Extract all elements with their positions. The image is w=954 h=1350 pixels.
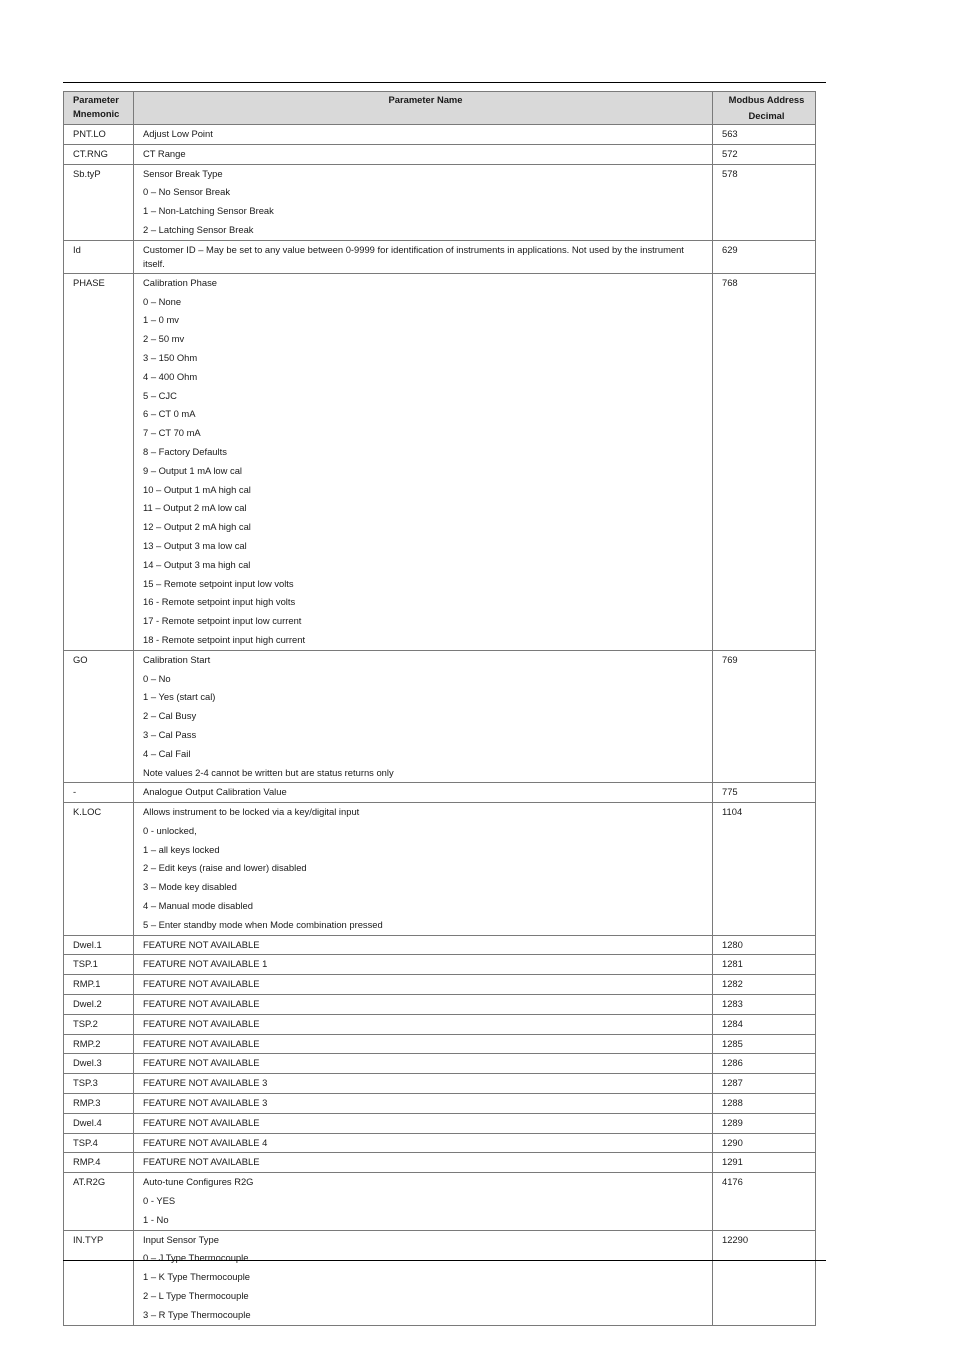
parameter-name-cell (134, 650, 713, 783)
modbus-address-text: 12290 (722, 1233, 749, 1245)
table-row (64, 1173, 816, 1230)
parameter-name-cell (134, 1230, 713, 1325)
modbus-address-cell (713, 995, 816, 1015)
parameter-option-text: 2 – L Type Thermocouple (143, 1290, 249, 1302)
modbus-address-cell (713, 1153, 816, 1173)
parameter-option-text: 4 – Manual mode disabled (143, 900, 253, 912)
mnemonic-cell (64, 1074, 134, 1094)
parameter-name-cell (134, 1074, 713, 1094)
mnemonic-cell (64, 164, 134, 240)
mnemonic-text: IN.TYP (73, 1233, 104, 1245)
mnemonic-cell (64, 1133, 134, 1153)
parameter-option-text: 11 – Output 2 mA low cal (143, 502, 247, 514)
mnemonic-cell (64, 1230, 134, 1325)
table-row (64, 1153, 816, 1173)
parameter-name-cell (134, 1133, 713, 1153)
parameter-option-text: 1 – 0 mv (143, 314, 179, 326)
parameter-name-text: FEATURE NOT AVAILABLE 4 (143, 1136, 268, 1148)
mnemonic-text: Dwel.3 (73, 1057, 102, 1069)
modbus-address-text: 769 (722, 653, 738, 665)
parameter-name-cell (134, 955, 713, 975)
table-row (64, 1113, 816, 1133)
mnemonic-cell (64, 650, 134, 783)
mnemonic-cell (64, 783, 134, 803)
mnemonic-text: - (73, 786, 77, 798)
parameter-name-text: Customer ID – May be set to any value between 0-9999 for identification of instruments in applications. Not used by the instrument itself. (143, 243, 684, 269)
parameter-name-text: Adjust Low Point (143, 128, 213, 139)
parameter-option-text: 3 – Cal Pass (143, 728, 197, 740)
parameter-name-text: CT Range (143, 147, 186, 159)
parameter-option-text: 1 – all keys locked (143, 843, 220, 855)
mnemonic-text: Sb.tyP (73, 167, 101, 179)
mnemonic-cell (64, 955, 134, 975)
parameter-name-text: Calibration Phase (143, 276, 218, 288)
parameter-option-text: 6 – CT 0 mA (143, 408, 196, 420)
modbus-address-text: 1284 (722, 1017, 743, 1029)
mnemonic-text: TSP.3 (73, 1077, 98, 1089)
mnemonic-text: TSP.4 (73, 1136, 98, 1148)
parameter-option-text: 2 – 50 mv (143, 333, 185, 345)
parameter-name-cell (134, 1034, 713, 1054)
parameter-option-text: 2 – Cal Busy (143, 710, 197, 722)
mnemonic-text: Dwel.2 (73, 998, 102, 1010)
table-row (64, 1094, 816, 1114)
modbus-address-text: 1281 (722, 958, 743, 970)
table-row (64, 240, 816, 273)
mnemonic-cell (64, 975, 134, 995)
parameter-option-text: 7 – CT 70 mA (143, 427, 201, 439)
parameter-name-text: Sensor Break Type (143, 167, 223, 179)
table-row (64, 125, 816, 145)
table-row (64, 144, 816, 164)
modbus-address-cell (713, 783, 816, 803)
parameter-name-text: FEATURE NOT AVAILABLE (143, 1057, 260, 1069)
mnemonic-text: RMP.3 (73, 1097, 101, 1109)
parameter-name-text: FEATURE NOT AVAILABLE (143, 978, 260, 990)
parameter-option-text: 4 – Cal Fail (143, 747, 191, 759)
parameter-option-text: 5 – Enter standby mode when Mode combination pressed (143, 918, 383, 930)
mnemonic-cell (64, 273, 134, 650)
mnemonic-text: RMP.1 (73, 978, 101, 990)
parameter-option-text: 3 – 150 Ohm (143, 351, 198, 363)
modbus-address-text: 629 (722, 243, 738, 255)
parameter-table (63, 91, 816, 1326)
parameter-name-text: Allows instrument to be locked via a key/digital input (143, 806, 360, 818)
parameter-name-cell (134, 125, 713, 145)
mnemonic-text: Id (73, 243, 81, 255)
mnemonic-cell (64, 1054, 134, 1074)
table-row (64, 995, 816, 1015)
table-row (64, 935, 816, 955)
top-rule (63, 82, 826, 83)
table-row (64, 1014, 816, 1034)
modbus-address-text: 1280 (722, 938, 743, 950)
mnemonic-cell (64, 1113, 134, 1133)
parameter-name-text: Analogue Output Calibration Value (143, 786, 287, 798)
parameter-name-text: FEATURE NOT AVAILABLE (143, 938, 260, 950)
mnemonic-cell (64, 1014, 134, 1034)
mnemonic-text: GO (73, 653, 88, 665)
parameter-option-text: 3 – Mode key disabled (143, 881, 237, 893)
parameter-option-text: 1 – Non-Latching Sensor Break (143, 205, 274, 217)
modbus-address-cell (713, 164, 816, 240)
header-mnemonic-line2: Mnemonic (73, 108, 120, 119)
parameter-option-text: 0 – None (143, 295, 182, 307)
bottom-rule (63, 1260, 826, 1261)
table-body (64, 125, 816, 1326)
modbus-address-cell (713, 273, 816, 650)
modbus-address-cell (713, 1094, 816, 1114)
parameter-option-text: 3 – R Type Thermocouple (143, 1308, 251, 1320)
modbus-address-cell (713, 1014, 816, 1034)
parameter-option-text: 18 - Remote setpoint input high current (143, 633, 306, 645)
table-row (64, 975, 816, 995)
modbus-address-text: 1104 (722, 806, 743, 818)
parameter-name-cell (134, 1014, 713, 1034)
parameter-name-cell (134, 240, 713, 273)
mnemonic-cell (64, 995, 134, 1015)
header-mnemonic (64, 92, 134, 125)
modbus-address-cell (713, 1173, 816, 1230)
parameter-option-text: 14 – Output 3 ma high cal (143, 558, 251, 570)
mnemonic-text: TSP.2 (73, 1017, 98, 1029)
parameter-name-text: FEATURE NOT AVAILABLE 1 (143, 958, 268, 970)
parameter-name-cell (134, 273, 713, 650)
table-row (64, 273, 816, 650)
table-row (64, 1034, 816, 1054)
mnemonic-text: CT.RNG (73, 147, 108, 159)
modbus-address-text: 775 (722, 786, 738, 798)
modbus-address-cell (713, 240, 816, 273)
parameter-option-text: 15 – Remote setpoint input low volts (143, 577, 294, 589)
parameter-option-text: 2 – Latching Sensor Break (143, 223, 254, 235)
parameter-name-cell (134, 1054, 713, 1074)
parameter-option-text: 0 - unlocked, (143, 824, 197, 836)
modbus-address-text: 4176 (722, 1176, 743, 1188)
parameter-name-cell (134, 1173, 713, 1230)
modbus-address-text: 768 (722, 276, 738, 288)
parameter-name-text: FEATURE NOT AVAILABLE 3 (143, 1097, 268, 1109)
parameter-option-text: 4 – 400 Ohm (143, 370, 198, 382)
table-row (64, 164, 816, 240)
parameter-name-cell (134, 935, 713, 955)
modbus-address-text: 1288 (722, 1097, 743, 1109)
parameter-name-cell (134, 164, 713, 240)
parameter-name-cell (134, 803, 713, 936)
parameter-option-text: 5 – CJC (143, 389, 177, 401)
parameter-name-cell (134, 783, 713, 803)
parameter-option-text: 0 – No (143, 672, 171, 684)
modbus-address-text: 1285 (722, 1037, 743, 1049)
mnemonic-text: AT.R2G (73, 1176, 106, 1188)
parameter-name-text: Input Sensor Type (143, 1233, 219, 1245)
modbus-address-cell (713, 1074, 816, 1094)
modbus-address-text: 1282 (722, 978, 743, 990)
parameter-option-text: 17 - Remote setpoint input low current (143, 615, 302, 627)
modbus-address-text: 572 (722, 147, 738, 159)
table-row (64, 650, 816, 783)
parameter-name-text: FEATURE NOT AVAILABLE (143, 1037, 260, 1049)
parameter-name-cell (134, 1113, 713, 1133)
parameter-name-text: FEATURE NOT AVAILABLE 3 (143, 1077, 268, 1089)
mnemonic-cell (64, 1094, 134, 1114)
modbus-address-text: 1290 (722, 1136, 743, 1148)
modbus-address-cell (713, 125, 816, 145)
parameter-name-text: FEATURE NOT AVAILABLE (143, 1116, 260, 1128)
mnemonic-text: Dwel.1 (73, 938, 102, 950)
parameter-option-text: Note values 2-4 cannot be written but are status returns only (143, 766, 394, 778)
modbus-address-cell (713, 1054, 816, 1074)
header-mnemonic-line1: Parameter (73, 94, 119, 105)
mnemonic-text: Dwel.4 (73, 1116, 102, 1128)
header-modbus-address (713, 92, 816, 125)
parameter-name-cell (134, 1094, 713, 1114)
mnemonic-cell (64, 240, 134, 273)
parameter-option-text: 0 - YES (143, 1195, 176, 1207)
modbus-address-cell (713, 1034, 816, 1054)
table-header-row (64, 92, 816, 125)
table-row (64, 803, 816, 936)
header-address-line1: Modbus Address (728, 94, 805, 105)
modbus-address-cell (713, 144, 816, 164)
modbus-address-cell (713, 650, 816, 783)
table-row (64, 1133, 816, 1153)
table-row (64, 1074, 816, 1094)
table-row (64, 783, 816, 803)
parameter-name-cell (134, 1153, 713, 1173)
mnemonic-text: RMP.4 (73, 1156, 101, 1168)
table-row (64, 955, 816, 975)
mnemonic-cell (64, 1034, 134, 1054)
mnemonic-text: TSP.1 (73, 958, 98, 970)
modbus-address-cell (713, 1230, 816, 1325)
mnemonic-text: PNT.LO (73, 128, 106, 139)
mnemonic-cell (64, 935, 134, 955)
parameter-name-text: FEATURE NOT AVAILABLE (143, 1156, 260, 1168)
parameter-name-text: Calibration Start (143, 653, 211, 665)
modbus-address-cell (713, 1133, 816, 1153)
table-row (64, 1054, 816, 1074)
parameter-name-cell (134, 144, 713, 164)
mnemonic-cell (64, 144, 134, 164)
parameter-option-text: 2 – Edit keys (raise and lower) disabled (143, 862, 307, 874)
parameter-name-text: FEATURE NOT AVAILABLE (143, 998, 260, 1010)
mnemonic-cell (64, 125, 134, 145)
parameter-option-text: 10 – Output 1 mA high cal (143, 483, 251, 495)
parameter-name-cell (134, 995, 713, 1015)
mnemonic-cell (64, 803, 134, 936)
parameter-option-text: 1 - No (143, 1213, 169, 1225)
mnemonic-cell (64, 1153, 134, 1173)
modbus-address-cell (713, 1113, 816, 1133)
mnemonic-text: RMP.2 (73, 1037, 101, 1049)
modbus-address-text: 1291 (722, 1156, 743, 1168)
parameter-option-text: 12 – Output 2 mA high cal (143, 521, 251, 533)
parameter-option-text: 1 – K Type Thermocouple (143, 1271, 251, 1283)
modbus-address-text: 563 (722, 128, 738, 139)
parameter-option-text: 1 – Yes (start cal) (143, 691, 216, 703)
modbus-address-cell (713, 935, 816, 955)
parameter-name-text: Auto-tune Configures R2G (143, 1176, 254, 1188)
parameter-option-text: 9 – Output 1 mA low cal (143, 464, 243, 476)
table-row (64, 1230, 816, 1325)
header-parameter-name: Parameter Name (134, 92, 713, 125)
header-address-line2: Decimal (748, 110, 785, 121)
modbus-address-cell (713, 975, 816, 995)
mnemonic-text: K.LOC (73, 806, 102, 818)
modbus-address-text: 1289 (722, 1116, 743, 1128)
parameter-name-text: FEATURE NOT AVAILABLE (143, 1017, 260, 1029)
modbus-address-cell (713, 803, 816, 936)
parameter-option-text: 13 – Output 3 ma low cal (143, 539, 247, 551)
parameter-option-text: 0 – J Type Thermocouple (143, 1252, 249, 1264)
parameter-option-text: 8 – Factory Defaults (143, 445, 227, 457)
modbus-address-text: 1287 (722, 1077, 743, 1089)
modbus-address-text: 1286 (722, 1057, 743, 1069)
mnemonic-cell (64, 1173, 134, 1230)
parameter-option-text: 16 - Remote setpoint input high volts (143, 596, 296, 608)
modbus-address-text: 1283 (722, 998, 743, 1010)
modbus-address-cell (713, 955, 816, 975)
mnemonic-text: PHASE (73, 276, 105, 288)
modbus-address-text: 578 (722, 167, 738, 179)
parameter-option-text: 0 – No Sensor Break (143, 186, 231, 198)
parameter-name-cell (134, 975, 713, 995)
